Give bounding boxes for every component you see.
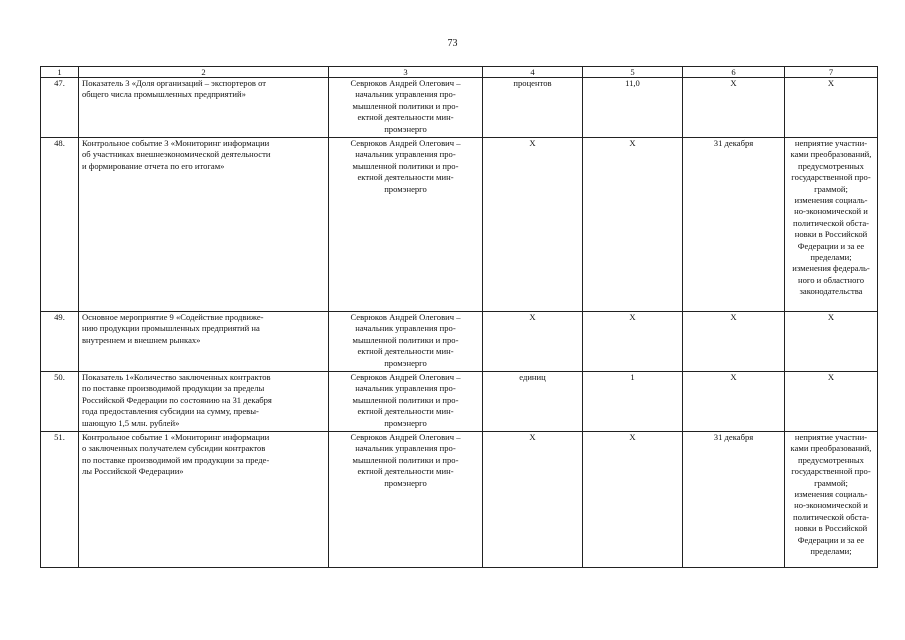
table-row <box>41 78 878 138</box>
responsible-person: Севрюков Андрей Олегович – начальник управления про- мышленной политики и про- ектной деятельности мин- промэнерго <box>350 78 461 134</box>
deadline: 31 декабря <box>683 432 785 568</box>
column-header-1: 1 <box>41 67 79 78</box>
unit-of-measure: Х <box>483 138 583 312</box>
unit-of-measure: процентов <box>483 78 583 138</box>
row-number: 48. <box>41 138 79 312</box>
responsible-person: Севрюков Андрей Олегович – начальник управления про- мышленной политики и про- ектной деятельности мин- промэнерго <box>350 138 461 194</box>
target-value: Х <box>583 138 683 312</box>
activity-name: Показатель 3 «Доля организаций – экспортеров от общего числа промышленных предприятий» <box>82 78 267 100</box>
table-row <box>41 138 878 312</box>
plan-table <box>40 66 878 568</box>
table-row <box>41 372 878 432</box>
deadline: 31 декабря <box>683 138 785 312</box>
column-header-2: 2 <box>79 67 329 78</box>
activity-name: Показатель 1«Количество заключенных контрактов по поставке производимой продукции за пределы Российской Федерации по состоянию на 31 декабря года предоставления субсидии на сумму, превы- шающую 1,5 млн. рублей» <box>82 372 272 428</box>
column-header-5: 5 <box>583 67 683 78</box>
column-header-4: 4 <box>483 67 583 78</box>
row-number: 50. <box>41 372 79 432</box>
activity-name: Контрольное событие 3 «Мониторинг информации об участниках внешнеэкономической деятельности и формирование отчета по его итогам» <box>82 138 271 171</box>
table-row <box>41 432 878 568</box>
activity-name: Контрольное событие 1 «Мониторинг информации о заключенных получателем субсидии контрактов по поставке производимой им продукции за преде- лы Российской Федерации» <box>82 432 270 477</box>
row-number: 47. <box>41 78 79 138</box>
risks: неприятие участни- ками преобразований, предусмотренных государственной про- граммой; изменения социаль- но-экономической и политической обста- новки в Российской Федерации и за ее пределами; изменения федераль- ного и областного законодательства <box>790 138 872 297</box>
column-header-7: 7 <box>785 67 878 78</box>
responsible-person: Севрюков Андрей Олегович – начальник управления про- мышленной политики и про- ектной деятельности мин- промэнерго <box>350 372 461 428</box>
target-value: Х <box>583 312 683 372</box>
risks: неприятие участни- ками преобразований, предусмотренных государственной про- граммой; изменения социаль- но-экономической и политической обста- новки в Российской Федерации и за ее пределами; <box>790 432 872 557</box>
deadline: Х <box>683 312 785 372</box>
risks: Х <box>827 78 835 88</box>
header-row <box>41 67 878 78</box>
deadline: Х <box>683 372 785 432</box>
target-value: 1 <box>583 372 683 432</box>
unit-of-measure: единиц <box>483 372 583 432</box>
column-header-6: 6 <box>683 67 785 78</box>
risks: Х <box>827 372 835 382</box>
target-value: 11,0 <box>583 78 683 138</box>
row-number: 49. <box>41 312 79 372</box>
responsible-person: Севрюков Андрей Олегович – начальник управления про- мышленной политики и про- ектной деятельности мин- промэнерго <box>350 312 461 368</box>
deadline: Х <box>683 78 785 138</box>
table-row <box>41 312 878 372</box>
activity-name: Основное мероприятие 9 «Содействие продвиже- нию продукции промышленных предприятий на внутреннем и внешнем рынках» <box>82 312 264 345</box>
risks: Х <box>827 312 835 322</box>
unit-of-measure: Х <box>483 312 583 372</box>
column-header-3: 3 <box>329 67 483 78</box>
unit-of-measure: Х <box>483 432 583 568</box>
target-value: Х <box>583 432 683 568</box>
page-number: 73 <box>447 38 458 49</box>
responsible-person: Севрюков Андрей Олегович – начальник управления про- мышленной политики и про- ектной деятельности мин- промэнерго <box>350 432 461 488</box>
row-number: 51. <box>41 432 79 568</box>
